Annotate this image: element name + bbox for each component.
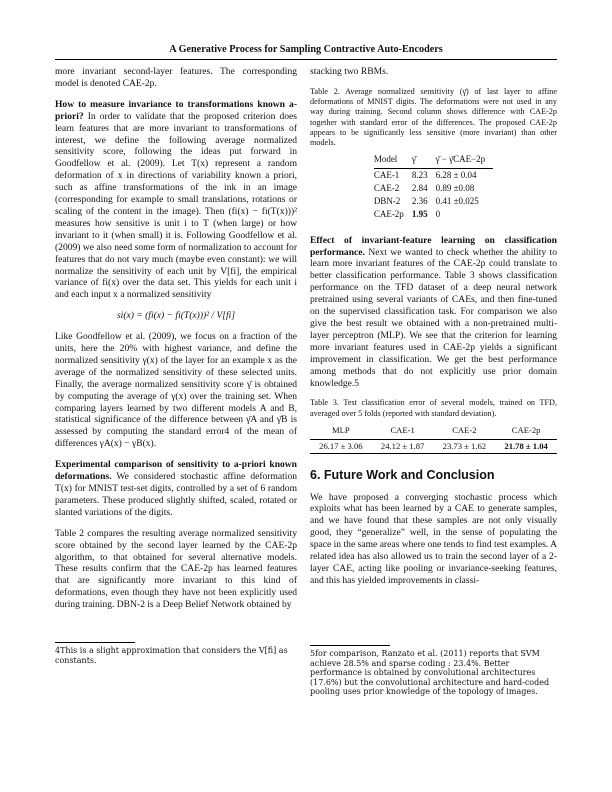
table-cell: 23.73 ± 1.62	[434, 439, 496, 453]
table2-caption: Table 2. Average normalized sensitivity (γ̄) of last layer to affine deformations of MNIST digits. The deformations were not used in any way during training. Second column shows difference with CAE-2p together with standard error of the differences. The proposed CAE-2p appears to be significantly less sensitive (more invariant) than other models.	[310, 86, 557, 147]
table-row	[374, 195, 493, 208]
table-cell: CAE-2	[373, 182, 400, 193]
table-cell: 0.41 ±0.025	[435, 195, 479, 206]
left-column	[55, 66, 297, 620]
footnote-area-left	[55, 640, 297, 665]
table-row	[310, 439, 557, 453]
table-cell: 0	[435, 208, 441, 219]
paragraph-body: Next we wanted to check whether the ability to learn more invariant features of the CAE-2p could translate to better classification performance. Table 3 shows classification performance on the TFD dataset of a deep neural network pretrained using several variants of CAEs, and then fine-tuned on the supervised classification task. For comparison we also give the best result we obtained with a non-pretrained multi-layer perceptron (MLP). We see that the criterion for learning more invariant features used in CAE-2p yields a significant improvement in classification. We get the best performance among methods that do not explicitly use prior domain knowledge.5	[310, 246, 557, 389]
running-title: A Generative Process for Sampling Contractive Auto-Encoders	[169, 44, 443, 55]
footnote-4: 4This is a slight approximation that considers the V[fi] as constants.	[55, 646, 288, 665]
table-cell: 0.89 ±0.08	[435, 182, 475, 193]
section-title: 6. Future Work and Conclusion	[310, 467, 495, 482]
table3	[310, 425, 557, 454]
table-cell: 6.28 ± 0.04	[435, 170, 477, 181]
table-header-row	[374, 154, 493, 168]
table-header-cell: CAE-1	[372, 425, 434, 439]
paragraph-measure-invariance	[55, 99, 297, 301]
paragraph-experimental-comparison	[55, 459, 297, 519]
table-row	[374, 208, 493, 221]
table-row	[374, 182, 493, 195]
table-header-cell: MLP	[310, 425, 372, 439]
equation-normalized-sensitivity: si(x) = (fi(x) − fi(T(x)))² / V[fi]	[116, 310, 236, 322]
paragraph-heading: Effect of invariant-feature learning on classification performance.	[310, 234, 557, 258]
paragraph-continuation: more invariant second-layer features. The corresponding model is denoted CAE-2p.	[55, 66, 297, 89]
table-cell: 2.84	[411, 182, 428, 193]
table-cell: 21.78 ± 1.04	[495, 439, 557, 453]
table-header-cell: Model	[374, 154, 412, 168]
table3-caption: Table 3. Test classification error of several models, trained on TFD, averaged over 5 folds (reported with standard deviation).	[310, 398, 557, 418]
paragraph-conclusion: We have proposed a converging stochastic process which exploits what has been learned by a CAE to generate samples, and we have found that these samples are not only visually good, they “generalize” well, in the sense of populating the space in the same areas where one tends to find test examples. A related idea has also allowed us to train the second layer of a 2-layer CAE, acting like pooling or invariance-seeking features, and this has yielded improvements in classi-	[310, 491, 557, 586]
footnote-5: 5for comparison, Ranzato et al. (2011) reports that SVM achieve 28.5% and sparse coding : 23.4%. Better performance is obtained by convolutional architectures (17.6%) but the convolutional architecture and hard-coded pooling uses prior knowledge of the topology of images.	[310, 649, 550, 697]
table-header-cell: γ̄	[412, 154, 436, 168]
table-header-cell: γ̄ − γ̄CAE−2p	[436, 154, 494, 168]
table-header-cell: CAE-2p	[495, 425, 557, 439]
table-cell: 24.12 ± 1.87	[372, 439, 434, 453]
table-header-cell: CAE-2	[434, 425, 496, 439]
paragraph-heading: Experimental comparison of sensitivity to a-priori known deformations.	[55, 459, 297, 483]
paragraph-table2-discussion: Table 2 compares the resulting average normalized sensitivity score obtained by the second layer learned by the CAE-2p algorithm, to that obtained for several alternative models. These results confirm that the CAE-2p has learned features that are significantly more invariant to this kind of deformations, even though they have not been explicitly used during training. DBN-2 is a Deep Belief Network obtained by	[55, 527, 297, 611]
footnote-rule	[310, 645, 390, 646]
table-cell: 26.17 ± 3.06	[310, 439, 372, 453]
table-cell: CAE-2p	[373, 208, 404, 219]
table-cell: DBN-2	[373, 195, 401, 206]
paragraph-continuation: stacking two RBMs.	[310, 66, 389, 77]
footnote-rule	[55, 642, 135, 643]
paragraph-classification-effect	[310, 235, 557, 390]
footnote-area-right	[310, 643, 557, 697]
table-row	[374, 169, 493, 182]
table-header-row	[310, 425, 557, 439]
table-cell: CAE-1	[373, 170, 400, 181]
paragraph-sensitivity-score: Like Goodfellow et al. (2009), we focus on a fraction of the units, here the 20% with highest variance, and define the normalized sensitivity γ(x) of the layer for an example x as the average of the normalized sensitivity of these selected units. Finally, the average normalized sensitivity score γ̄ is obtained by computing the average of γ(x) over the training set. When comparing layers learned by two different models A and B, statistical significance of the difference between γ̄A and γ̄B is assessed by computing the standard error4 of the mean of differences γA(x) − γB(x).	[55, 331, 297, 450]
paragraph-body: In order to validate that the proposed criterion does learn features that are more invariant to transformations of interest, we define the following average normalized sensitivity score, following the ideas put forward in Goodfellow et al. (2009). Let T(x) represent a random deformation of x in directions of variability known a priori, such as affine transformations of the ink in an image (corresponding for example to small translations, rotations or scaling of the content in the image). Then (fi(x) − fi(T(x)))² measures how sensitive is unit i to T (when large) or how invariant to it (when small) it is. Following Goodfellow et al. (2009) we also need some form of normalization to account for features that do not vary much (maybe even constant): we will normalize the sensitivity of each unit by V[fi], the empirical variance of fi(x) over the data set. This yields for each unit i and each input x a normalized sensitivity	[55, 110, 297, 301]
table-cell: 8.23	[411, 170, 428, 181]
table2	[374, 154, 493, 221]
paragraph-heading: How to measure invariance to transformations known a-priori?	[55, 98, 297, 122]
table-cell: 1.95	[411, 208, 428, 219]
right-column	[310, 66, 557, 596]
table-cell: 2.36	[411, 195, 428, 206]
paragraph-body: We considered stochastic affine deformation T(x) for MNIST test-set digits, controlled by a set of 6 random parameters. These produced slightly shifted, scaled, rotated or slanted variations of the digits.	[55, 471, 297, 518]
header-rule	[55, 59, 557, 60]
